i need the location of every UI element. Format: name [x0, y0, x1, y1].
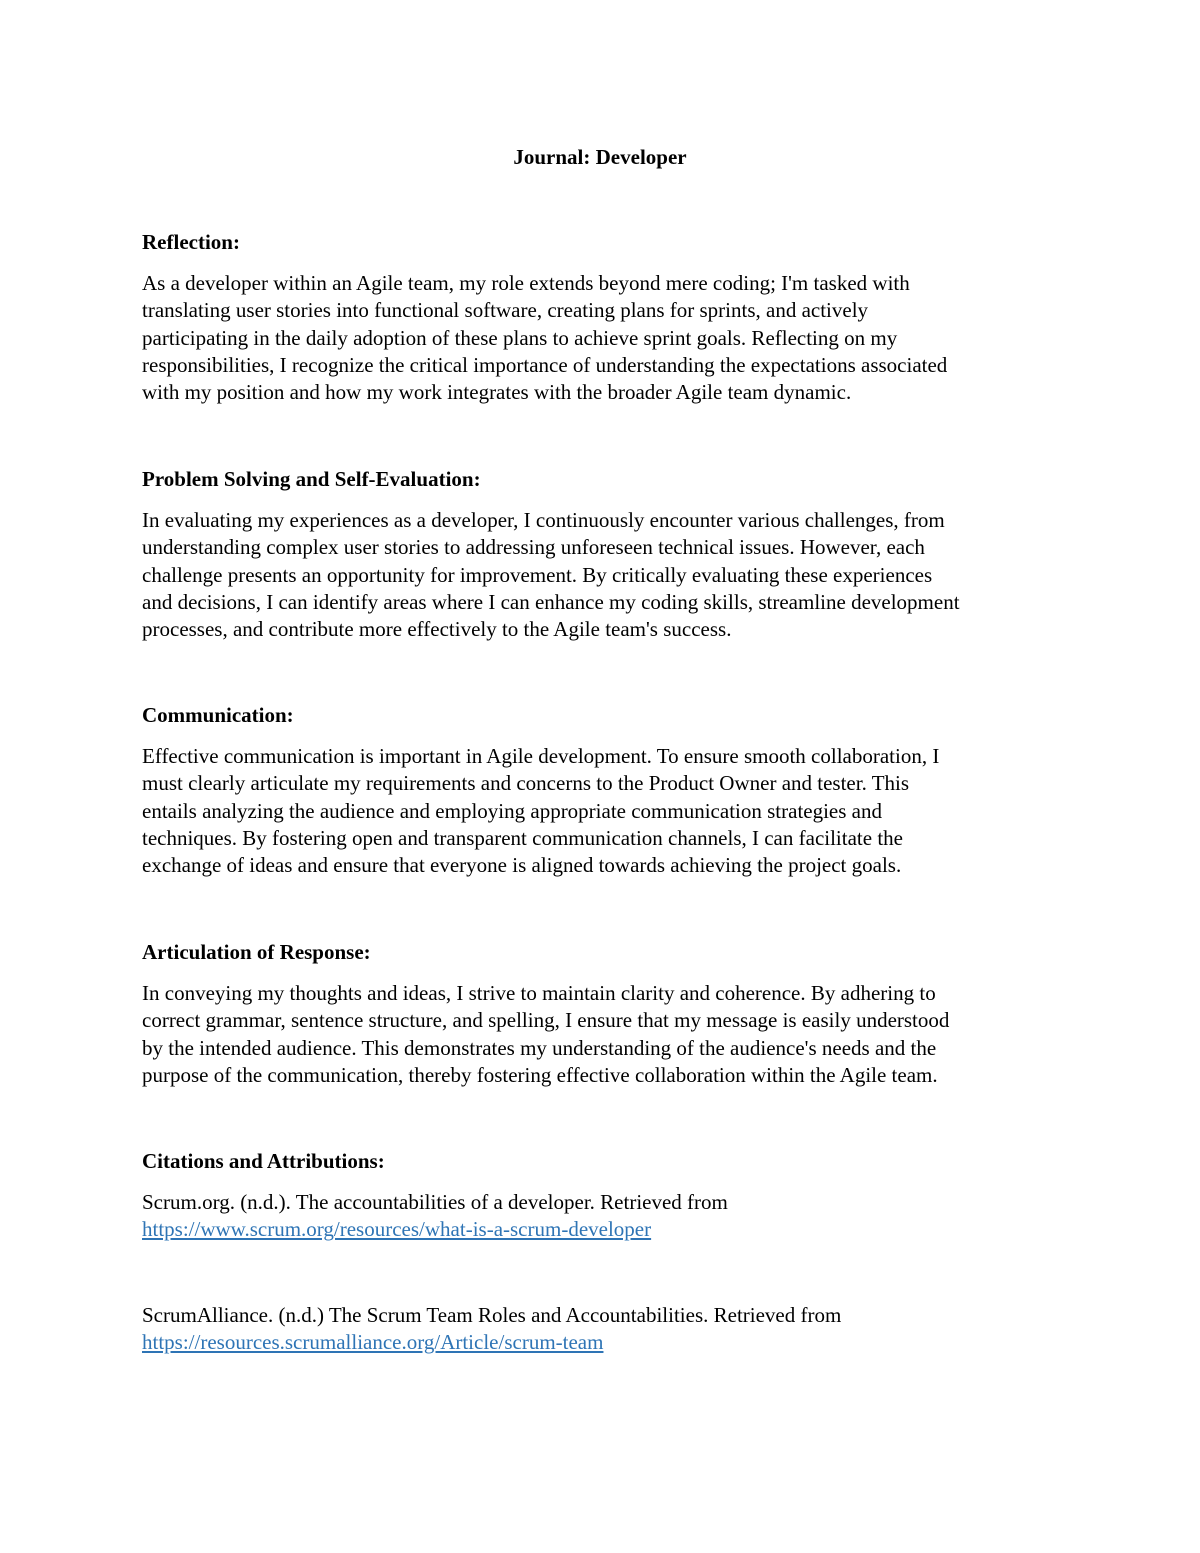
paragraph-line: As a developer within an Agile team, my role extends beyond mere coding; I'm tasked with: [142, 271, 910, 295]
paragraph-line: In evaluating my experiences as a developer, I continuously encounter various challenges, from: [142, 508, 945, 532]
citation-item: [142, 1302, 1072, 1357]
paragraph-line: correct grammar, sentence structure, and spelling, I ensure that my message is easily understood: [142, 1008, 950, 1033]
paragraph-line: techniques. By fostering open and transparent communication channels, I can facilitate the: [142, 825, 903, 850]
paragraph-line: In conveying my thoughts and ideas, I strive to maintain clarity and coherence. By adhering to: [142, 981, 936, 1005]
paragraph-line: translating user stories into functional software, creating plans for sprints, and actively: [142, 298, 869, 323]
section-heading-communication: Communication:: [142, 703, 294, 727]
paragraph-line: responsibilities, I recognize the critical importance of understanding the expectations associated: [142, 352, 948, 377]
citation-link[interactable]: https://www.scrum.org/resources/what-is-a-scrum-developer: [142, 1217, 652, 1242]
paragraph-line: purpose of the communication, thereby fostering effective collaboration within the Agile team.: [142, 1062, 938, 1087]
section-heading-articulation: Articulation of Response:: [142, 940, 371, 964]
document-title: Journal: Developer: [513, 145, 687, 169]
section-body-reflection: [142, 270, 1072, 406]
paragraph-line: with my position and how my work integrates with the broader Agile team dynamic.: [142, 380, 852, 405]
citation-link-line: [142, 1216, 1072, 1243]
paragraph-line: must clearly articulate my requirements and concerns to the Product Owner and tester. This: [142, 771, 910, 796]
citation-item: [142, 1189, 1072, 1244]
citation-text: ScrumAlliance. (n.d.) The Scrum Team Roles and Accountabilities. Retrieved from: [142, 1303, 842, 1327]
paragraph-line: participating in the daily adoption of these plans to achieve sprint goals. Reflecting on my: [142, 325, 898, 350]
paragraph-line: challenge presents an opportunity for improvement. By critically evaluating these experiences: [142, 562, 933, 587]
paragraph-line: understanding complex user stories to addressing unforeseen technical issues. However, each: [142, 535, 925, 560]
paragraph-line: by the intended audience. This demonstrates my understanding of the audience's needs and the: [142, 1035, 937, 1060]
citation-link[interactable]: https://resources.scrumalliance.org/Article/scrum-team: [142, 1330, 604, 1355]
paragraph-line: entails analyzing the audience and employing appropriate communication strategies and: [142, 798, 882, 823]
citation-link-line: [142, 1329, 1072, 1356]
section-heading-reflection: Reflection:: [142, 230, 240, 254]
paragraph-line: and decisions, I can identify areas where I can enhance my coding skills, streamline development: [142, 589, 960, 614]
section-heading-problem-solving: Problem Solving and Self-Evaluation:: [142, 467, 481, 491]
section-body-problem-solving: [142, 507, 1072, 643]
section-heading-citations: Citations and Attributions:: [142, 1149, 385, 1173]
paragraph-line: processes, and contribute more effectively to the Agile team's success.: [142, 617, 732, 642]
paragraph-line: exchange of ideas and ensure that everyone is aligned towards achieving the project goals.: [142, 853, 902, 878]
citation-text: Scrum.org. (n.d.). The accountabilities of a developer. Retrieved from: [142, 1190, 728, 1214]
section-body-articulation: [142, 980, 1072, 1089]
paragraph-line: Effective communication is important in Agile development. To ensure smooth collaboration, I: [142, 744, 940, 768]
section-body-communication: [142, 743, 1072, 879]
